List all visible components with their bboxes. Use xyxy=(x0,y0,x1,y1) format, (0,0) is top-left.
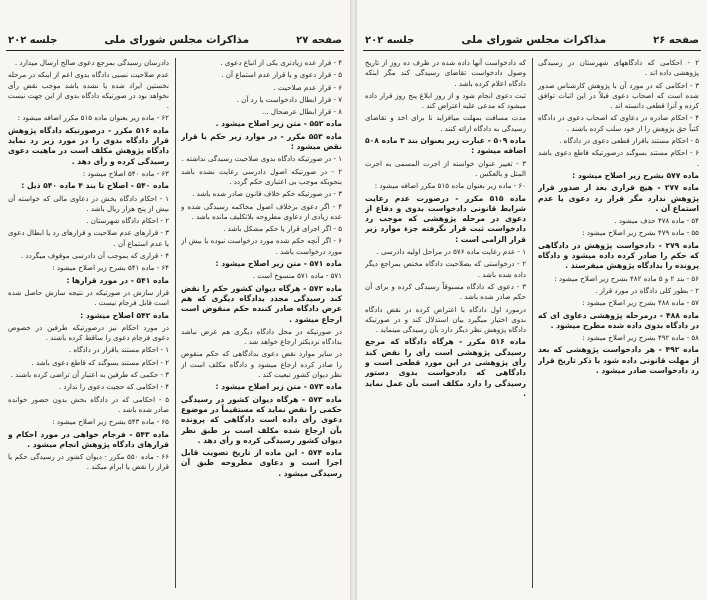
page-26 xyxy=(357,0,707,600)
paragraph: ۳ - در صورتیکه حکم خلاف قانون صادر شده باشد . xyxy=(192,189,342,199)
column-outer xyxy=(538,58,699,590)
paragraph: ۵۸ - ماده ۴۹۲ بشرح زیر اصلاح میشود : xyxy=(582,333,699,343)
column-outer xyxy=(181,58,342,590)
paragraph: مدت مسافت بمهلت میافزاید تا برای اخذ و تقاضای رسیدگی به دادگاه ارائه کنند . xyxy=(365,113,526,133)
paragraph: ۴ - اگر دعوی برخلاف اصول محاکمه رسیدگی شده و عده زیادی از دعاوی مطروحه بلاتکلیف مانده باشد . xyxy=(181,201,342,221)
paragraph: ۳ - دعوی که دادگاه مسبوقاً رسیدگی کرده و برای آن حکم صادر شده باشد . xyxy=(365,281,526,302)
paragraph: ۱ - عدم رعایت ماده ۵۷۶ در مراحل اولیه دادرسی . xyxy=(376,247,526,257)
session-label: جلسه ۲۰۲ xyxy=(365,34,415,46)
book-gutter xyxy=(350,0,357,600)
column-inner xyxy=(365,58,526,590)
paragraph: ۶۶ - ماده ۵۵۰ مکرر - دیوان کشور در رسیدگی حکم یا قرار را نقض یا ابرام میکند . xyxy=(8,452,169,472)
paragraph: ۳ - حکمی که طرفین به اعتبار آن تراضی کرده باشند . xyxy=(10,370,169,380)
paragraph: ماده ۵۷۴ - این ماده از تاریخ تصویب قابل اجرا است و دعاوی مطروحه طبق آن رسیدگی میشود . xyxy=(181,448,342,478)
page-title: مذاکرات مجلس شورای ملی xyxy=(104,34,250,46)
paragraph: ۵ - اگر اجرای قرار یا حکم مشکل باشد . xyxy=(223,224,342,234)
paragraph: ۱ - در صورتیکه دادگاه بدوی صلاحیت رسیدگی نداشته . xyxy=(181,154,342,164)
paragraph: ماده ۵۷۳ - هرگاه دیوان کشور در رسیدگی حکمی را نقض نماید که مستقیماً در موضوع دعوی رأی داده است دادگاهی که پرونده بآن ارجاع شده مکلف است بر طبق نظر دیوان کشور رسیدگی کرده و رأی دهد . xyxy=(181,394,342,445)
page-number: صفحه ۲۶ xyxy=(653,34,699,46)
paragraph: ۵۶ - بند ۲ و ۵ ماده ۴۸۲ بشرح زیر اصلاح میشود : xyxy=(554,273,699,283)
paragraph: ۶ - احکام مستند بسوگند درصورتیکه قاطع دعوی باشد . xyxy=(538,148,699,168)
paragraph: ۶ - قرار عدم صلاحیت . xyxy=(273,82,342,92)
paragraph: ۴ - احکامی که حجیت دعوی را ندارد . xyxy=(58,382,169,392)
paragraph: ماده ۵۷۲ - هرگاه دیوان کشور حکم را نقض کند رسیدگی مجدد بدادگاه دیگری که هم عرض دادگاه صادر کننده حکم منقوض است ارجاع میشود . xyxy=(181,283,342,324)
paragraph: ماده ۵۰۹ - عبارت زیر بعنوان بند ۳ ماده ۵۰۸ اضافه میشود : xyxy=(365,136,526,156)
paragraph: ۳ - احکامی که در مورد آن با پژوهش کارشناس صدور شده است که اصحاب دعوی قبلاً در این اثبات توافق کرده و آنرا قطعی دانسته اند . xyxy=(538,80,699,111)
paragraph: ۲ - در صورتیکه اصول دادرسی رعایت نشده باشد بنحویکه موجب بی اعتباری حکم گردد . xyxy=(181,166,342,186)
paragraph: ۲ - احکام دادگاه شهرستان . xyxy=(86,216,169,226)
column-inner xyxy=(8,58,169,590)
paragraph: ۳ - تغییر عنوان خواسته از اجرت المسمی به اجرت المثل و بالعکس . xyxy=(365,158,526,178)
paragraph: ۴ - فرار عده زیادتری یکی از اتباع دعوی . xyxy=(220,58,342,67)
paragraph: ماده ۵۷۷ بشرح زیر اصلاح میشود : xyxy=(572,170,699,180)
paragraph: ماده ۵۴۲ اصلاح میشود : xyxy=(80,310,169,320)
paragraph: ۲ - احکام مستند بسوگند که قاطع دعوی باشد . xyxy=(31,357,169,367)
paragraph: ماده ۵۷۳ - متن زیر اصلاح میشود : xyxy=(215,382,342,392)
paragraph: ۶ - اگر آنچه حکم شده مورد درخواست نبوده یا بیش از مورد درخواست باشد . xyxy=(181,236,342,256)
paragraph: عدم صلاحیت نسبی دادگاه بدوی اعم از اینکه در مرحله نخستین ایراد شده یا نشده باشد موجب نقض رأی نخواهد بود در صورتیکه دادگاه بدوی از این جهت نیست . xyxy=(8,70,169,111)
paragraph: ۱ - احکام دادگاه بخش در دعاوی مالی که خواسته آن بیش از پنج هزار ریال باشد . xyxy=(8,193,169,213)
page-header xyxy=(8,32,342,48)
paragraph: ماده ۴۹۲ - هر دادخواست پژوهشی که بعد از مهلت قانونی داده شود با ذکر تاریخ قرار رد دادخواست صادر میشود . xyxy=(538,345,699,376)
page-number: صفحه ۲۷ xyxy=(296,34,342,46)
paragraph: ۶۴ - ماده ۵۴۱ بشرح زیر اصلاح میشود : xyxy=(52,263,169,273)
paragraph: ۵۷۱ - ماده ۵۷۱ منسوخ است . xyxy=(252,271,342,281)
header-rule xyxy=(6,50,344,51)
header-rule xyxy=(363,50,701,51)
paragraph: ۶۵ - ماده ۵۴۳ بشرح زیر اصلاح میشود : xyxy=(52,417,169,427)
paragraph: ماده ۵۴۰ - اصلاح تا بند ۴ ماده ۵۴۰ ذیل : xyxy=(21,181,169,191)
paragraph: ماده ۲۷۹ - دادخواست پژوهش در دادگاهی که حکم را صادر کرده داده میشود و دادگاه پرونده را بدادگاه پژوهش میفرستد . xyxy=(538,240,699,271)
paragraph: ماده ۵۱۵ مکرر - درصورت عدم رعایت شرایط قانونی دادخواست بدوی و دفاع از دعوی در مرحله پژوهشی که موجب رد دادخواست ثبت قرار نگرفته جزء موارد زیر قرار الزامی است : xyxy=(365,193,526,244)
paragraph: ۶۳ - ماده ۵۴۰ اصلاح میشود : xyxy=(82,168,169,178)
paragraph: دادرسان رسیدگی بمرجع دعوی صالح ارسال میدارد . xyxy=(14,58,169,67)
paragraph: ۷ - قرار ابطال دادخواست یا رد آن . xyxy=(236,94,342,104)
paragraph: ۸ - قرار ابطال عرضحال ... xyxy=(261,107,342,117)
paragraph: در مورد احکام نیز درصورتیکه طرفین در خصوص دعوی فرجام دعوی را ساقط کرده باشند . xyxy=(8,322,169,343)
page-27 xyxy=(0,0,350,600)
paragraph: ۲ - بطور کلی دادگاه در مورد قرار . xyxy=(595,285,699,295)
paragraph: ۵ - احکامی که در دادگاه بخش بدون حضور خوانده صادر شده باشد . xyxy=(8,394,169,414)
paragraph: درمورد اول دادگاه با اعتراض کرده در نقض دادگاه بدوی اختیار میگیرد بیان استدلال کند و در صورتیکه دادگاه پژوهش نظر دیگر دارد بآن رسیدگی مینماید . xyxy=(365,304,526,335)
paragraph: ۵۵ - ماده ۴۷۹ بشرح زیر اصلاح میشود : xyxy=(582,228,699,238)
column-divider xyxy=(175,58,176,588)
paragraph: که دادخواست آنها داده شده در ظرف ده روز از تاریخ وصول دادخواست تقاضای رسیدگی کند مگر اینکه دادگاه اعلام کرده باشد . xyxy=(365,58,526,88)
paragraph: ماده ۴۸۸ - درمرحله پژوهشی دعاوی ای که در دادگاه بدوی داده شده مطرح میشود . xyxy=(538,310,699,330)
paragraph: ۲ - درخواستی که بصلاحیت دادگاه مختص بمراجع دیگر داده شده باشد . xyxy=(365,259,526,279)
page-header xyxy=(365,32,699,48)
page-title: مذاکرات مجلس شورای ملی xyxy=(461,34,607,46)
paragraph: ۴ - احکام صادره در دعاوی که اصحاب دعوی در دادگاه کتباً حق پژوهش را از خود سلب کرده باشند . xyxy=(538,113,699,133)
session-label: جلسه ۲۰۲ xyxy=(8,34,58,46)
paragraph: ۵ - احکام مستند باقرار قطعی دعوی در دادگاه . xyxy=(559,136,699,146)
paragraph: ماده ۲۷۷ - هیچ قراری بعد از صدور قرار پژوهش ندارد مگر قرار رد دعوی یا عدم استماع آن . xyxy=(538,183,699,213)
paragraph: ۲ - احکامی که دادگاههای شهرستان در رسیدگی پژوهشی داده اند . xyxy=(538,58,699,78)
paragraph: ۱ - احکام مستند باقرار در دادگاه . xyxy=(68,345,169,355)
paragraph: ماده ۵۱۶ مکرر - هرگاه دادگاه که مرجع رسیدگی پژوهشی است رأی را نقض کند رأی پژوهشی در این مورد قطعی است و دادگاهی که دادخواست بدوی دستور رسیدگی را دارد مکلف است بآن عمل نماید . xyxy=(365,337,526,398)
paragraph: قرار سازش در صورتیکه در نتیجه سازش حاصل شده است قابل فرجام نیست . xyxy=(8,287,169,308)
paragraph: ۵۴ - ماده ۴۷۸ حذف میشود . xyxy=(614,216,699,226)
paragraph: ماده ۵۱۶ مکرر - درصورتیکه دادگاه پژوهش قرار دادگاه بدوی را در مورد زیر رد نماید دادگاه پژوهش مکلف است در ماهیت دعوی رسیدگی کرده و رأی دهد . xyxy=(8,125,169,166)
paragraph: ۵ - قرار دعوی و یا قرار عدم استماع آن . xyxy=(221,70,342,80)
paragraph: ثبت دعوی انجام شود و از روز ابلاغ پنج روز قرار داده میشود که مدعی علیه اعتراض کند . xyxy=(365,90,526,111)
paragraph: در صورتیکه در محل دادگاه دیگری هم عرض نباشد بدادگاه نزدیکتر ارجاع خواهد شد . xyxy=(181,326,342,347)
paragraph: ماده ۵۵۳ مکرر - در موارد زیر حکم یا قرار نقض میشود : xyxy=(181,131,342,152)
paragraph: ماده ۵۷۱ - متن زیر اصلاح میشود : xyxy=(215,259,342,269)
paragraph: ۴ - قراری که بموجب آن دادرسی موقوف میگردد . xyxy=(21,251,169,261)
paragraph: در سایر موارد نقض دعوی بدادگاهی که حکم منقوض را صادر کرده ارجاع میشود و دادگاه مکلف است از نظر دیوان کشور تبعیت کند . xyxy=(181,349,342,380)
paragraph: ۳ - قرارهای عدم صلاحیت و قرارهای رد یا ابطال دعوی یا عدم استماع آن . xyxy=(8,228,169,248)
paragraph: ماده ۵۵۲ - متن زیر اصلاح میشود . xyxy=(215,119,342,129)
paragraph: ۶۲ - ماده زیر بعنوان ماده ۵۱۵ مکرر اضافه میشود : xyxy=(17,113,169,123)
column-divider xyxy=(532,58,533,588)
paragraph: ۵۷ - ماده ۴۸۸ بشرح زیر اصلاح میشود : xyxy=(582,298,699,308)
paragraph: ۶۰ - ماده زیر بعنوان ماده ۵۱۵ مکرر اضافه میشود : xyxy=(374,181,526,191)
paragraph: ماده ۵۴۱ - در مورد قرارها : xyxy=(66,275,169,285)
paragraph: ماده ۵۴۳ - فرجام خواهی در مورد احکام و قرارهای دادگاه پژوهش انجام میشود . xyxy=(8,429,169,449)
